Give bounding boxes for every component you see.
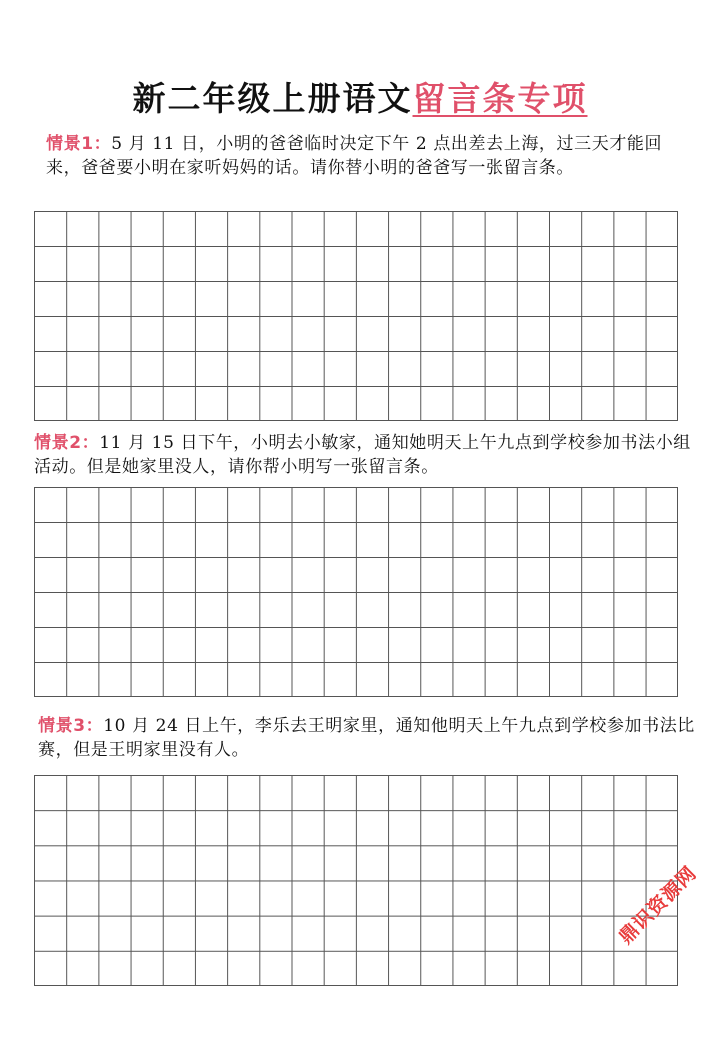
scenario-1-label: 情景1： (46, 134, 112, 154)
title-main: 新二年级上册语文 (132, 79, 413, 119)
scenario-3-text: 10 月 24 日上午，李乐去王明家里，通知他明天上午九点到学校参加书法比赛，但是王明家里没有人。 (38, 716, 695, 760)
writing-grid-1[interactable] (34, 211, 678, 421)
scenario-2-label: 情景2： (34, 433, 100, 453)
page-title (0, 77, 720, 121)
scenario-2 (34, 431, 694, 479)
scenario-3 (38, 714, 698, 762)
scenario-2-text: 11 月 15 日下午，小明去小敏家，通知她明天上午九点到学校参加书法小组活动。但是她家里没人，请你帮小明写一张留言条。 (34, 433, 691, 477)
writing-grid-3[interactable] (34, 775, 678, 986)
title-highlight: 留言条专项 (412, 79, 588, 119)
watermark: 鼎识资源网 (614, 862, 702, 949)
scenario-3-label: 情景3： (38, 716, 104, 736)
writing-grid-2[interactable] (34, 487, 678, 697)
scenario-1 (46, 132, 682, 180)
scenario-1-text: 5 月 11 日，小明的爸爸临时决定下午 2 点出差去上海，过三天才能回来，爸爸要小明在家听妈妈的话。请你替小明的爸爸写一张留言条。 (46, 134, 663, 178)
